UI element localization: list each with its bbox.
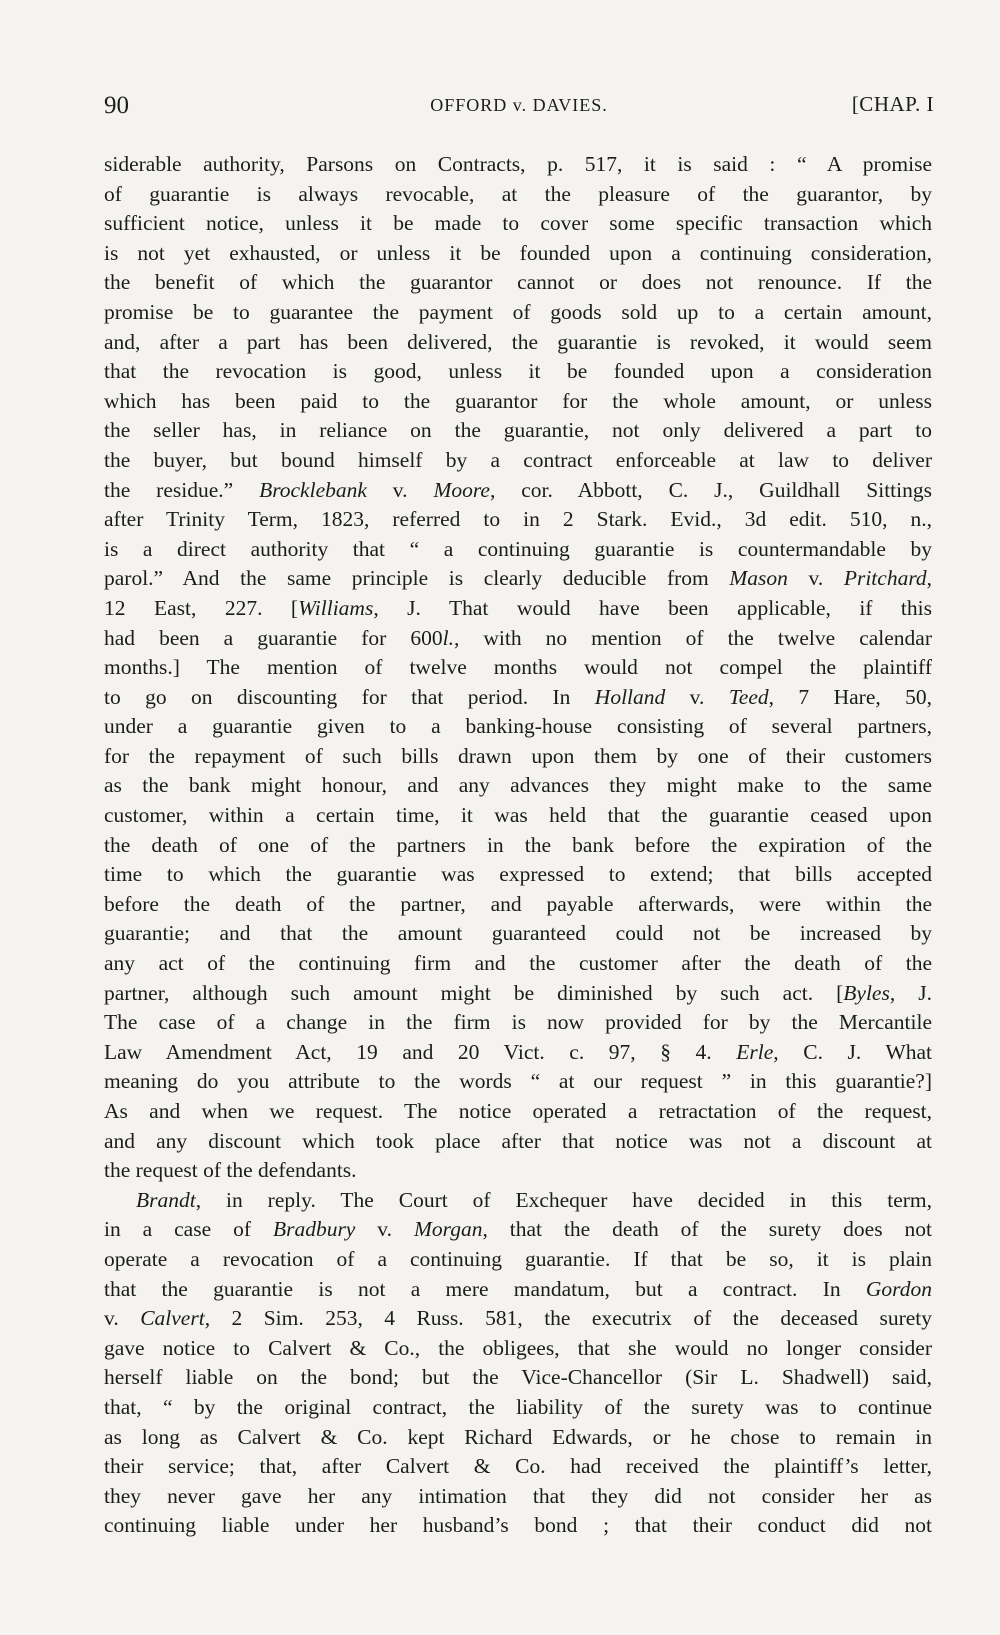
text-line: is not yet exhausted, or unless it be founded upon a continuing consideration, [104, 240, 932, 265]
text-line: As and when we request. The notice operated a retractation of the request, [104, 1099, 932, 1123]
text-line: the death of one of the partners in the bank before the expiration of the [104, 832, 932, 857]
text-line: and any discount which took place after that notice was not a discount at [104, 1128, 932, 1153]
text-line: they never gave her any intimation that they did not consider her as [104, 1483, 932, 1508]
text-line: Brandt, in reply. The Court of Exchequer have decided in this term, [136, 1187, 932, 1212]
text-line: after Trinity Term, 1823, referred to in 2 Stark. Evid., 3d edit. 510, n., [104, 507, 932, 532]
text-line: 12 East, 227. [Williams, J. That would have been applicable, if this [104, 595, 932, 620]
text-line: the buyer, but bound himself by a contract enforceable at law to deliver [104, 447, 932, 472]
text-line: that the guarantie is not a mere mandatum, but a contract. In Gordon [104, 1276, 932, 1301]
text-line: the residue.” Brocklebank v. Moore, cor. Abbott, C. J., Guildhall Sittings [104, 477, 932, 502]
text-line: had been a guarantie for 600l., with no mention of the twelve calendar [104, 625, 932, 650]
text-line: months.] The mention of twelve months would not compel the plaintiff [104, 655, 932, 680]
text-line: parol.” And the same principle is clearly deducible from Mason v. Pritchard, [104, 566, 932, 591]
page-number: 90 [104, 92, 129, 119]
text-line: that, “ by the original contract, the liability of the surety was to continue [104, 1394, 932, 1419]
text-line: promise be to guarantee the payment of goods sold up to a certain amount, [104, 299, 932, 324]
text-line: any act of the continuing firm and the customer after the death of the [104, 951, 932, 976]
text-line: guarantie; and that the amount guaranteed could not be increased by [104, 921, 932, 946]
text-line: herself liable on the bond; but the Vice-Chancellor (Sir L. Shadwell) said, [104, 1365, 932, 1390]
text-line: before the death of the partner, and payable afterwards, were within the [104, 891, 932, 916]
text-line: under a guarantie given to a banking-house consisting of several partners, [104, 714, 932, 739]
text-line: as long as Calvert & Co. kept Richard Edwards, or he chose to remain in [104, 1424, 932, 1449]
running-head [104, 92, 934, 122]
text-line: The case of a change in the firm is now provided for by the Mercantile [104, 1010, 932, 1035]
text-line: continuing liable under her husband’s bond ; that their conduct did not [104, 1513, 932, 1538]
text-line: as the bank might honour, and any advances they might make to the same [104, 773, 932, 798]
text-line: siderable authority, Parsons on Contracts, p. 517, it is said : “ A promise [104, 152, 932, 176]
text-line: which has been paid to the guarantor for the whole amount, or unless [104, 388, 932, 413]
text-line: for the repayment of such bills drawn upon them by one of their customers [104, 743, 932, 768]
text-line: sufficient notice, unless it be made to cover some specific transaction which [104, 211, 932, 236]
text-line: in a case of Bradbury v. Morgan, that the death of the surety does not [104, 1217, 932, 1242]
text-line: operate a revocation of a continuing guarantie. If that be so, it is plain [104, 1246, 932, 1271]
text-line: is a direct authority that “ a continuing guarantie is countermandable by [104, 536, 932, 561]
text-line: the request of the defendants. [104, 1158, 357, 1183]
chapter-marker: [CHAP. I [851, 92, 934, 116]
text-line: that the revocation is good, unless it be founded upon a consideration [104, 359, 932, 384]
running-title: OFFORD v. DAVIES. [430, 95, 608, 115]
text-line: partner, although such amount might be diminished by such act. [Byles, J. [104, 980, 932, 1005]
text-line: of guarantie is always revocable, at the pleasure of the guarantor, by [104, 181, 932, 206]
body-text [104, 150, 932, 1541]
text-line: the seller has, in reliance on the guarantie, not only delivered a part to [104, 418, 932, 443]
text-line: their service; that, after Calvert & Co. had received the plaintiff’s letter, [104, 1454, 932, 1479]
text-line: and, after a part has been delivered, the guarantie is revoked, it would seem [104, 329, 932, 354]
text-line: to go on discounting for that period. In Holland v. Teed, 7 Hare, 50, [104, 684, 932, 709]
text-line: time to which the guarantie was expressed to extend; that bills accepted [104, 862, 932, 887]
text-line: Law Amendment Act, 19 and 20 Vict. c. 97, § 4. Erle, C. J. What [104, 1039, 932, 1064]
text-line: meaning do you attribute to the words “ at our request ” in this guarantie?] [104, 1069, 932, 1094]
text-line: gave notice to Calvert & Co., the obligees, that she would no longer consider [104, 1335, 932, 1360]
text-line: the benefit of which the guarantor cannot or does not renounce. If the [104, 270, 932, 295]
text-line: v. Calvert, 2 Sim. 253, 4 Russ. 581, the executrix of the deceased surety [104, 1306, 932, 1331]
text-line: customer, within a certain time, it was held that the guarantie ceased upon [104, 803, 932, 828]
